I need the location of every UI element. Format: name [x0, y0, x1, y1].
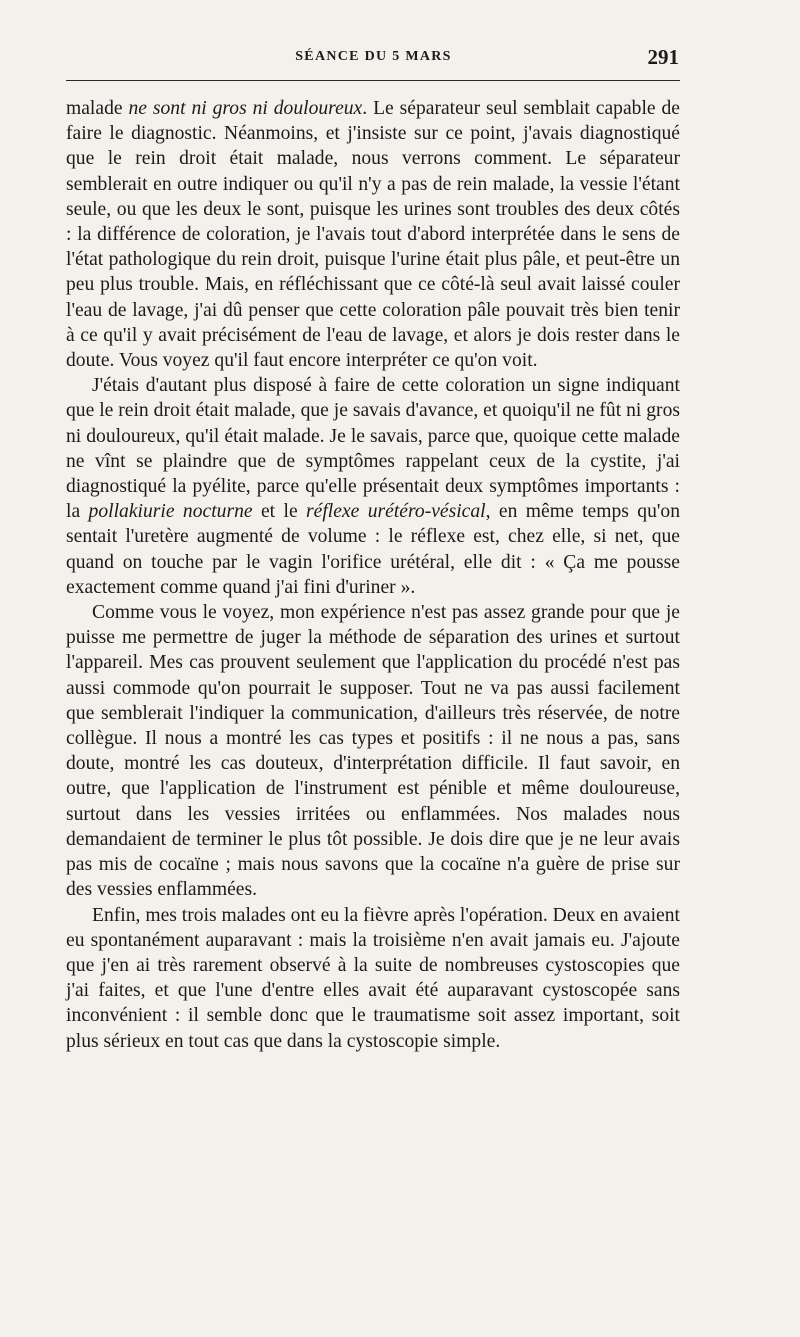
text-segment-italic: réflexe urétéro-vésical	[306, 501, 486, 523]
text-segment: Enfin, mes trois malades ont eu la fièvre après l'opération. Deux en avaient eu spontanément auparavant : mais la troisième n'en avait jamais eu. J'ajoute que j'en ai très rarement observé à la suite de nombreuses cystoscopies que j'ai faites, et que l'une d'entre elles avait été auparavant cystoscopée sans inconvénient : il semble donc que le traumatisme soit assez important, soit plus sérieux en tout cas que dans la cystoscopie simple.	[66, 904, 680, 1052]
text-segment-italic: ne sont ni gros ni douloureux	[128, 98, 363, 119]
text-segment: malade	[66, 98, 129, 119]
running-title: SÉANCE DU 5 MARS	[295, 49, 452, 64]
running-head	[66, 47, 681, 69]
text-segment: Comme vous le voyez, mon expérience n'est pas assez grande pour que je puisse me permettre de juger la méthode de séparation des urines et surtout l'appareil. Mes cas prouvent seulement que l'application du procédé n'est pas aussi commode qu'on pourrait le supposer. Tout ne va pas aussi facilement que semblerait l'indiquer la communication, d'ailleurs très réservée, de notre collègue. Il nous a montré les cas types et positifs : il ne nous a pas, sans doute, montré les cas douteux, d'interprétation difficile. Il faut savoir, en outre, que l'application de l'instrument est pénible et même douloureuse, surtout dans les vessies irritées ou enflammées. Nos malades nous demandaient de terminer le plus tôt possible. Je dois dire que je ne leur avais pas mis de cocaïne ; mais nous savons que la cocaïne n'a guère de prise sur des vessies enflammées.	[66, 602, 680, 901]
paragraph	[66, 96, 680, 373]
text-segment: , en même temps qu'on sentait l'uretère augmenté de volume : le réflexe est, chez elle, si net, que quand on touche par le vagin l'orifice urétéral, elle dit : « Ça me pousse exactement comme quand j'ai fini d'uriner ».	[66, 501, 680, 598]
page-number: 291	[647, 45, 679, 69]
body-text	[66, 96, 680, 1054]
paragraph	[66, 373, 680, 600]
text-segment-italic: pollakiurie nocturne	[88, 501, 253, 523]
text-segment: et le	[252, 501, 307, 523]
paragraph	[66, 903, 680, 1054]
text-segment: J'étais d'autant plus disposé à faire de cette coloration un signe indiquant que le rein droit était malade, que je savais d'avance, et quoiqu'il ne fût ni gros ni douloureux, qu'il était malade. Je le savais, parce que, quoique cette malade ne vînt se plaindre que de symptômes rappelant ceux de la cystite, j'ai diagnostiqué la pyélite, parce qu'elle présentait deux symptômes importants : la	[66, 375, 680, 523]
header-rule	[66, 80, 680, 81]
paragraph	[66, 600, 680, 902]
text-segment: . Le séparateur seul semblait capable de faire le diagnostic. Néanmoins, et j'insiste sur ce point, j'avais diagnostiqué que le rein droit était malade, nous verrons comment. Le séparateur semblerait en outre indiquer ou qu'il n'y a pas de rein malade, la vessie l'étant seule, ou que les deux le sont, puisque les urines sont troubles des deux côtés : la différence de coloration, je l'avais tout d'abord interprétée dans le sens de l'état pathologique du rein droit, puisque l'urine était plus pâle, et peut-être un peu plus trouble. Mais, en réfléchissant que ce côté-là seul avait laissé couler l'eau de lavage, j'ai dû penser que cette coloration pâle pouvait très bien tenir à ce qu'il y avait précisément de l'eau de lavage, et alors je dois rester dans le doute. Vous voyez qu'il faut encore interpréter ce qu'on voit.	[66, 98, 680, 372]
